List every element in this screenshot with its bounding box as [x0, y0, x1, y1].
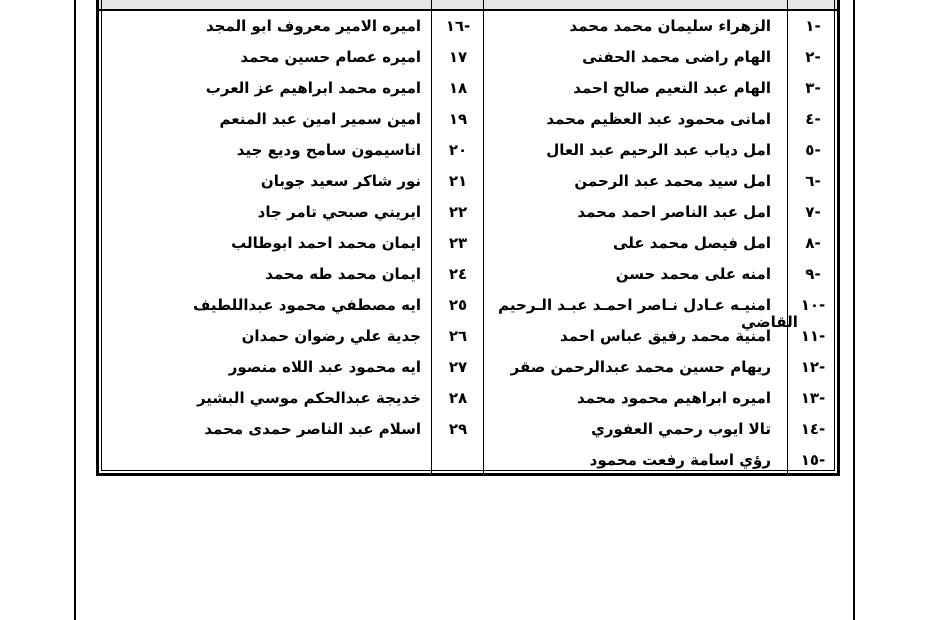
row-number-right: -٧ — [805, 203, 821, 221]
row-number-left: ١٧ — [448, 48, 468, 66]
row-number-right: -٣ — [805, 79, 821, 97]
table-row — [99, 290, 837, 321]
row-number-left: ١٩ — [448, 110, 468, 128]
row-number-left: ٢٠ — [448, 141, 468, 159]
row-number-left: ٢٦ — [448, 327, 468, 345]
row-number-left: ٢٢ — [448, 203, 468, 221]
student-name-left: نور شاكر سعيد جوبان — [260, 172, 421, 190]
row-number-left: ٢٥ — [448, 296, 468, 314]
table-row — [99, 445, 837, 476]
student-name-left: ايريني صبحي تامر جاد — [257, 203, 421, 221]
table-row — [99, 259, 837, 290]
student-name-right: امنية محمد رفيق عباس احمد — [560, 327, 771, 345]
row-number-right: -١٥ — [800, 451, 826, 469]
student-name-left: امين سمير امين عبد المنعم — [219, 110, 421, 128]
student-name-left: ايه محمود عبد اللاه منصور — [228, 358, 421, 376]
table-row — [99, 166, 837, 197]
student-name-left: ايمان محمد احمد ابوطالب — [231, 234, 421, 252]
student-name-left: ايمان محمد طه محمد — [265, 265, 421, 283]
student-name-right: رؤي اسامة رفعت محمود — [589, 451, 771, 469]
table-row — [99, 197, 837, 228]
table-row — [99, 11, 837, 42]
table-row — [99, 228, 837, 259]
row-number-left: ٢٣ — [448, 234, 468, 252]
student-name-left: اميره الامير معروف ابو المجد — [206, 17, 421, 35]
table-row — [99, 383, 837, 414]
table-row — [99, 321, 837, 352]
table-row — [99, 135, 837, 166]
row-number-right: -٩ — [805, 265, 821, 283]
row-number-right: -١١ — [800, 327, 826, 345]
row-number-right: -١٣ — [800, 389, 826, 407]
row-number-left: ٢٨ — [448, 389, 468, 407]
student-name-right: اميره ابراهيم محمود محمد — [576, 389, 771, 407]
student-name-right: امنيـه عـادل نـاصر احمـد عبـد الـرحيم — [498, 296, 771, 314]
row-number-right: -٤ — [805, 110, 821, 128]
row-number-left: ٢٩ — [448, 420, 468, 438]
row-number-left: ٢٤ — [448, 265, 468, 283]
row-number-left — [433, 445, 483, 476]
student-name-right: امانى محمود عبد العظيم محمد — [546, 110, 771, 128]
student-name-right: الهام راضى محمد الحفنى — [582, 48, 771, 66]
row-number-right: -١٢ — [800, 358, 826, 376]
student-name-left: اسلام عبد الناصر حمدى محمد — [204, 420, 421, 438]
row-number-right: -٦ — [805, 172, 821, 190]
student-name-left: اميره محمد ابراهيم عز العرب — [205, 79, 421, 97]
row-number-left: ١٨ — [448, 79, 468, 97]
row-number-right: -٢ — [805, 48, 821, 66]
student-name-right: امل دياب عبد الرحيم عبد العال — [546, 141, 771, 159]
row-number-left: -١٦ — [445, 17, 471, 35]
student-name-right: الهام عبد النعيم صالح احمد — [573, 79, 771, 97]
table-row — [99, 42, 837, 73]
student-name-right: امل عبد الناصر احمد محمد — [577, 203, 771, 221]
student-name-left: اناسيمون سامح وديع جيد — [236, 141, 421, 159]
student-name-left: اميره عصام حسين محمد — [240, 48, 421, 66]
row-number-right: -١ — [805, 17, 821, 35]
student-name-left: جدية علي رضوان حمدان — [241, 327, 421, 345]
student-name-right: امل سيد محمد عبد الرحمن — [574, 172, 771, 190]
page-border-right — [853, 0, 855, 620]
student-name-right: امل فيصل محمد على — [613, 234, 771, 252]
table-row — [99, 414, 837, 445]
row-number-left: ٢٧ — [448, 358, 468, 376]
table-header-strip — [99, 0, 837, 11]
row-number-right: -٥ — [805, 141, 821, 159]
student-name-left: ايه مصطفي محمود عبداللطيف — [193, 296, 421, 314]
table-row — [99, 73, 837, 104]
student-name-right: الزهراء سليمان محمد محمد — [569, 17, 771, 35]
table-row — [99, 104, 837, 135]
student-name-left — [103, 445, 429, 476]
row-number-right: -١٤ — [800, 420, 826, 438]
wrapped-name-continuation: القاضي — [741, 313, 798, 331]
student-name-right: تالا ايوب رحمي العفوري — [591, 420, 771, 438]
student-name-right: امنه على محمد حسن — [615, 265, 771, 283]
student-name-right: ريهام حسين محمد عبدالرحمن صقر — [510, 358, 771, 376]
roster-table — [96, 0, 840, 476]
page-border-left — [74, 0, 76, 620]
student-name-left: خديجة عبدالحكم موسي البشير — [196, 389, 421, 407]
row-number-right: -١٠ — [800, 296, 826, 314]
row-number-right: -٨ — [805, 234, 821, 252]
row-number-left: ٢١ — [448, 172, 468, 190]
table-row — [99, 352, 837, 383]
